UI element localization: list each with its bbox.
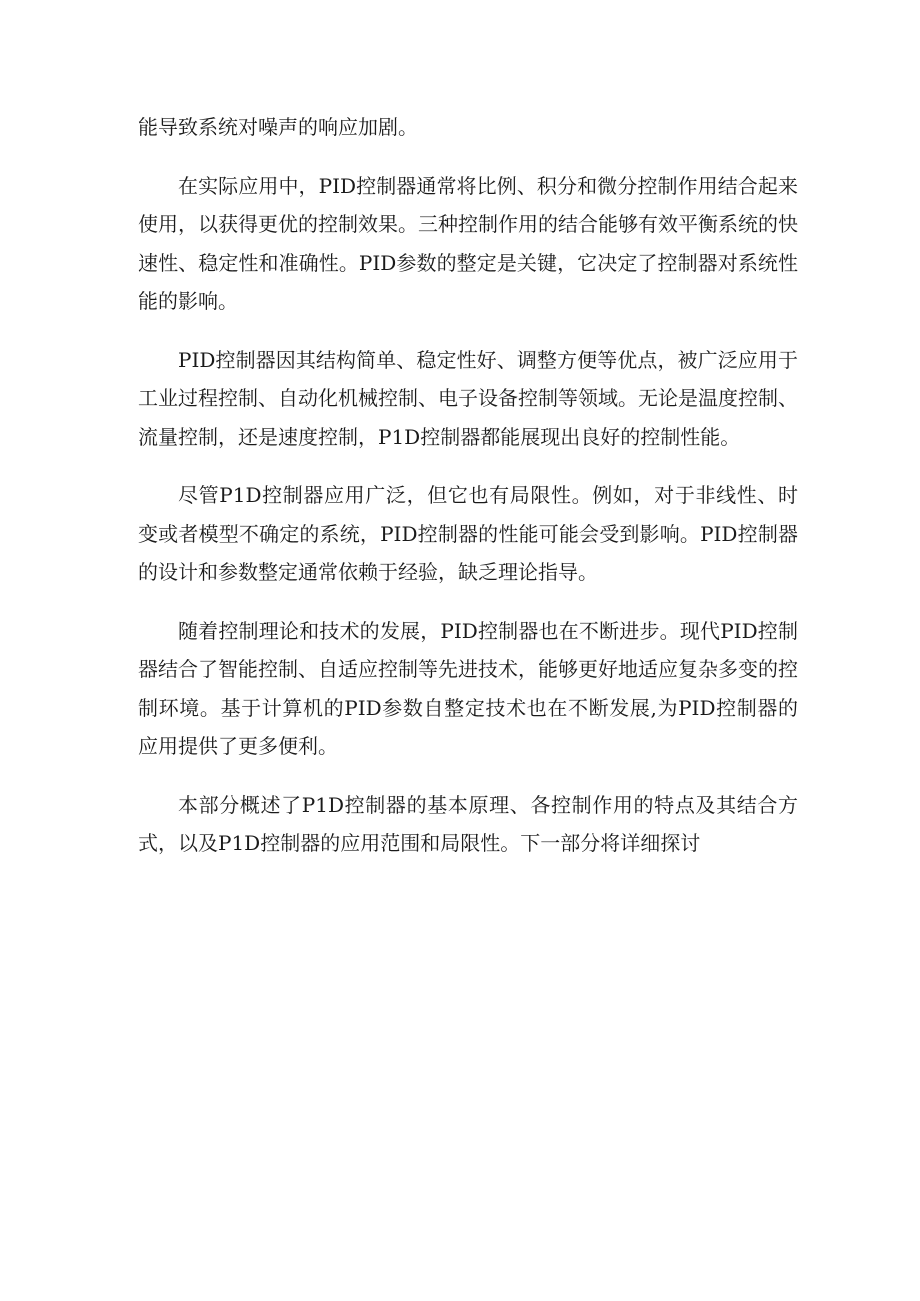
paragraph-pid-applications: PID控制器因其结构简单、稳定性好、调整方便等优点，被广泛应用于工业过程控制、自动化机械控制、电子设备控制等领域。无论是温度控制、流量控制，还是速度控制，P1D控制器都能展现出良好的控制性能。 [138,347,798,449]
paragraph-pid-limitations: 尽管P1D控制器应用广泛，但它也有局限性。例如，对于非线性、时变或者模型不确定的系统，PID控制器的性能可能会受到影响。PID控制器的设计和参数整定通常依赖于经验，缺乏理论指导。 [138,483,798,584]
paragraph-pid-combination: 在实际应用中，PID控制器通常将比例、积分和微分控制作用结合起来使用，以获得更优的控制效果。三种控制作用的结合能够有效平衡系统的快速性、稳定性和准确性。PID参数的整定是关键，它决定了控制器对系统性能的影响。 [138,173,798,313]
paragraph-section-summary: 本部分概述了P1D控制器的基本原理、各控制作用的特点及其结合方式，以及P1D控制器的应用范围和局限性。下一部分将详细探讨 [138,792,798,855]
document-body [138,108,798,883]
paragraph-pid-development: 随着控制理论和技术的发展，PID控制器也在不断进步。现代PID控制器结合了智能控制、自适应控制等先进技术，能够更好地适应复杂多变的控制环境。基于计算机的PID参数自整定技术也在不断发展,为PID控制器的应用提供了更多便利。 [138,618,798,758]
paragraph-continuation: 能导致系统对噪声的响应加剧。 [138,115,418,139]
